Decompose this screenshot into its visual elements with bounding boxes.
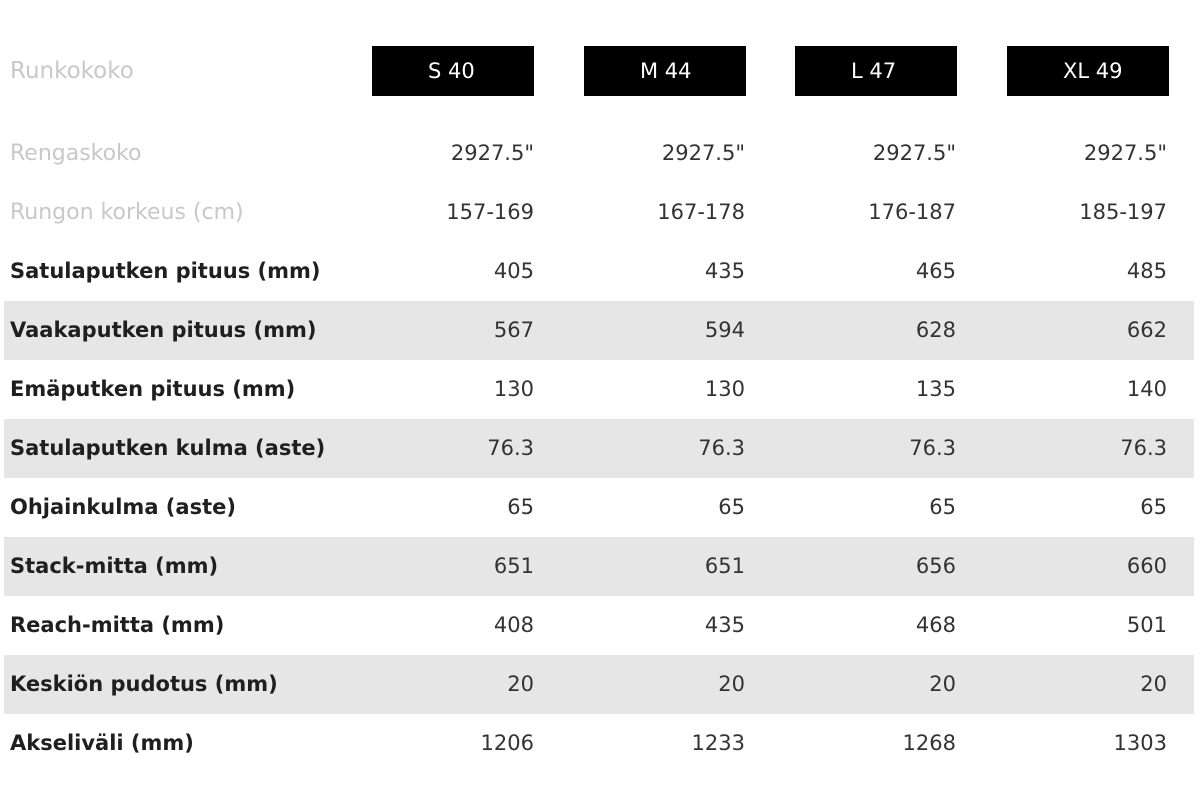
row-label: Akseliväli (mm) (10, 731, 194, 755)
table-cell: 2927.5" (450, 141, 534, 165)
table-row (4, 596, 1194, 655)
table-cell: 408 (493, 613, 534, 637)
row-label: Ohjainkulma (aste) (10, 495, 236, 519)
table-cell: 65 (1140, 495, 1167, 519)
table-row (4, 242, 1194, 301)
row-label: Satulaputken kulma (aste) (10, 436, 326, 460)
table-cell: 157-169 (446, 200, 534, 224)
row-label: Rungon korkeus (cm) (10, 200, 244, 225)
table-cell: 130 (704, 377, 745, 401)
table-cell: 1206 (480, 731, 534, 755)
table-cell: 20 (1140, 672, 1167, 696)
size-tab-l[interactable]: L 47 (795, 46, 957, 96)
table-cell: 76.3 (487, 436, 534, 460)
table-cell: 167-178 (657, 200, 745, 224)
row-label: Satulaputken pituus (mm) (10, 259, 321, 283)
table-row (4, 478, 1194, 537)
size-tab-xl[interactable]: XL 49 (1007, 46, 1169, 96)
table-cell: 594 (704, 318, 745, 342)
table-cell: 435 (704, 613, 745, 637)
table-cell: 65 (718, 495, 745, 519)
table-cell: 1303 (1113, 731, 1167, 755)
row-label: Emäputken pituus (mm) (10, 377, 296, 401)
table-cell: 65 (929, 495, 956, 519)
table-cell: 76.3 (909, 436, 956, 460)
table-cell: 628 (915, 318, 956, 342)
table-cell: 1268 (902, 731, 956, 755)
table-cell: 20 (718, 672, 745, 696)
table-row (4, 714, 1194, 773)
row-label: Stack-mitta (mm) (10, 554, 219, 578)
table-cell: 135 (915, 377, 956, 401)
table-cell: 20 (929, 672, 956, 696)
table-cell: 65 (507, 495, 534, 519)
table-cell: 656 (915, 554, 956, 578)
table-row (4, 301, 1194, 360)
table-row (4, 183, 1194, 242)
table-cell: 651 (704, 554, 745, 578)
table-cell: 76.3 (698, 436, 745, 460)
table-row (4, 360, 1194, 419)
table-cell: 185-197 (1079, 200, 1167, 224)
table-cell: 20 (507, 672, 534, 696)
table-cell: 567 (493, 318, 534, 342)
table-cell: 651 (493, 554, 534, 578)
table-cell: 660 (1126, 554, 1167, 578)
table-cell: 405 (493, 259, 534, 283)
table-cell: 176-187 (868, 200, 956, 224)
size-tab-s[interactable]: S 40 (372, 46, 534, 96)
row-label: Vaakaputken pituus (mm) (10, 318, 317, 342)
table-cell: 2927.5" (661, 141, 745, 165)
size-tab-m[interactable]: M 44 (584, 46, 746, 96)
frame-size-label: Runkokoko (10, 58, 134, 84)
table-row (4, 419, 1194, 478)
table-row (4, 537, 1194, 596)
table-cell: 468 (915, 613, 956, 637)
table-row (4, 124, 1194, 183)
row-label: Rengaskoko (10, 141, 142, 166)
table-cell: 130 (493, 377, 534, 401)
table-cell: 485 (1126, 259, 1167, 283)
table-cell: 2927.5" (1083, 141, 1167, 165)
frame-size-header (0, 42, 1200, 100)
table-cell: 501 (1126, 613, 1167, 637)
table-cell: 1233 (691, 731, 745, 755)
row-label: Keskiön pudotus (mm) (10, 672, 278, 696)
table-cell: 465 (915, 259, 956, 283)
row-label: Reach-mitta (mm) (10, 613, 225, 637)
table-cell: 435 (704, 259, 745, 283)
table-row (4, 655, 1194, 714)
table-cell: 76.3 (1120, 436, 1167, 460)
geometry-table (4, 124, 1194, 773)
table-cell: 2927.5" (872, 141, 956, 165)
table-cell: 140 (1126, 377, 1167, 401)
table-cell: 662 (1126, 318, 1167, 342)
